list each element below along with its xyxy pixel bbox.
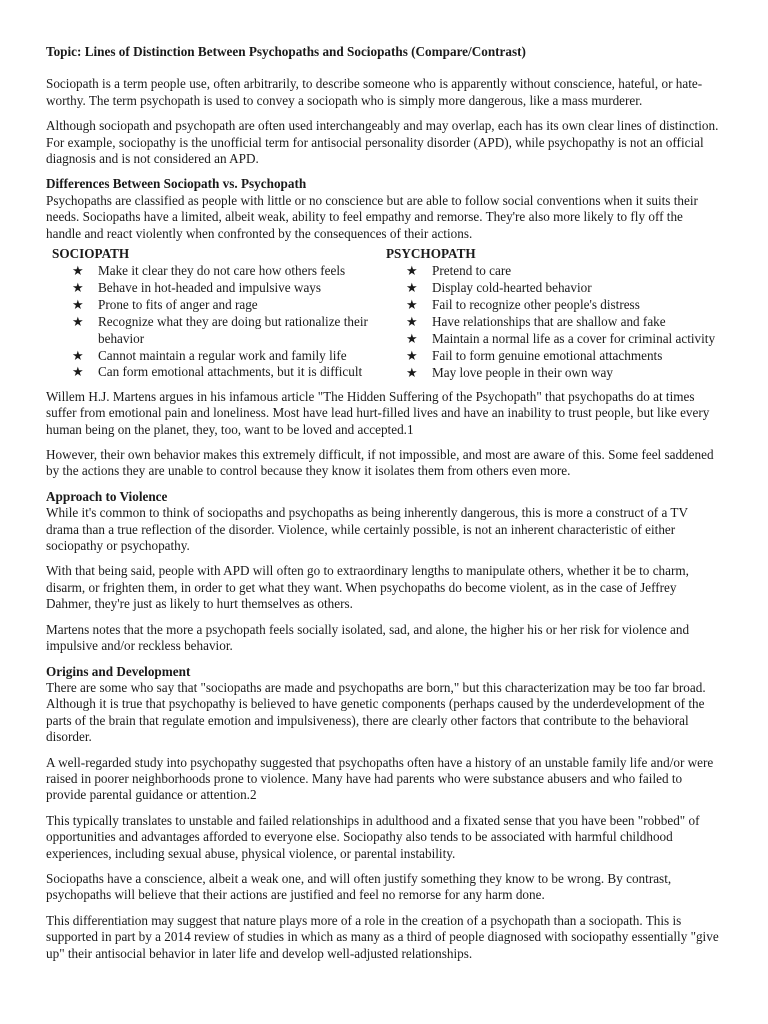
sociopath-list <box>52 263 386 380</box>
star-icon: ★ <box>406 331 418 347</box>
list-item: ★ Display cold-hearted behavior <box>406 280 592 296</box>
list-item: ★ Make it clear they do not care how others feels <box>72 263 346 279</box>
star-icon: ★ <box>406 297 418 313</box>
star-icon: ★ <box>406 364 418 380</box>
star-icon: ★ <box>72 364 84 380</box>
origins-paragraph-1: There are some who say that "sociopaths are made and psychopaths are born," but this characterization may be too far broad. Although it is true that psychopathy is believed to have genetic components (perhaps caused by the underdevelopment of the parts of the brain that regulate emotion and impulsiveness), there are clearly other factors that contribute to the behavioral disorder. <box>46 679 706 745</box>
intro-paragraph-2: Although sociopath and psychopath are often used interchangeably and may overlap, each has its own clear lines of distinction. For example, sociopathy is the unofficial term for antisocial personality disorder (APD), while psychopathy is not an official diagnosis and is not considered an APD. <box>46 118 719 167</box>
list-item: ★ Pretend to care <box>406 263 512 279</box>
list-item: ★ Maintain a normal life as a cover for criminal activity <box>406 331 716 347</box>
violence-heading: Approach to Violence <box>46 488 168 504</box>
list-item: ★ Have relationships that are shallow and fake <box>406 314 666 330</box>
martens-paragraph-1: Willem H.J. Martens argues in his infamous article "The Hidden Suffering of the Psychopath" that psychopaths do at times suffer from emotional pain and loneliness. Most have lead hurt-filled lives and have an inability to trust people, but like every human being on the planet, they, too, want to be loved and accepted.1 <box>46 388 710 437</box>
list-item: ★ Prone to fits of anger and rage <box>72 297 258 313</box>
origins-paragraph-5: This differentiation may suggest that nature plays more of a role in the creation of a psychopath than a sociopath. This is supported in part by a 2014 review of studies in which as many as a third of people diagnosed with sociopathy essentially "give up" their antisocial behavior in later life and develop well-adjusted relationships. <box>46 912 719 961</box>
list-item: ★ Can form emotional attachments, but it is difficult <box>72 364 363 380</box>
origins-paragraph-3: This typically translates to unstable and failed relationships in adulthood and a fixated sense that you have been "robbed" of opportunities and advantages afforded to everyone else. Sociopathy also tends to be associated with harmful childhood experiences, including sexual abuse, physical violence, or parental instability. <box>46 812 700 861</box>
differences-heading: Differences Between Sociopath vs. Psychopath <box>46 176 307 192</box>
star-icon: ★ <box>72 263 84 279</box>
sociopath-heading: SOCIOPATH <box>52 246 130 262</box>
origins-paragraph-4: Sociopaths have a conscience, albeit a weak one, and will often justify something they know to be wrong. By contrast, psychopaths will believe that their actions are justified and feel no remorse for any harm done. <box>46 870 672 903</box>
differences-paragraph: Psychopaths are classified as people with little or no conscience but are able to follow social conventions when it suits their needs. Sociopaths have a limited, albeit weak, ability to feel empathy and remorse. They're also more likely to fly off the handle and react violently when confronted by the consequences of their actions. <box>46 192 698 241</box>
violence-paragraph-1: While it's common to think of sociopaths and psychopaths as being inherently dangerous, this is more a construct of a TV drama than a true reflection of the disorder. Violence, while certainly possible, is not an inherent characteristic of either sociopathy or psychopathy. <box>46 505 688 554</box>
list-item: ★ May love people in their own way <box>406 364 613 380</box>
list-item: ★ Behave in hot-headed and impulsive ways <box>72 280 322 296</box>
star-icon: ★ <box>72 280 84 296</box>
psychopath-list <box>386 263 720 381</box>
list-item: ★ Cannot maintain a regular work and family life <box>72 347 347 363</box>
list-item: ★ Recognize what they are doing but rationalize their behavior <box>72 314 368 346</box>
star-icon: ★ <box>72 347 84 363</box>
star-icon: ★ <box>72 297 84 313</box>
star-icon: ★ <box>72 314 84 330</box>
violence-paragraph-2: With that being said, people with APD will often go to extraordinary lengths to manipulate others, whether it be to charm, disarm, or frighten them, in order to get what they want. When psychopaths do become violent, as in the case of Jeffrey Dahmer, they're just as likely to hurt themselves as others. <box>46 563 689 612</box>
comparison-columns <box>46 246 720 382</box>
sociopath-column <box>46 246 386 382</box>
intro-paragraph-1: Sociopath is a term people use, often arbitrarily, to describe someone who is apparently without conscience, hateful, or hate-worthy. The term psychopath is used to convey a sociopath who is simply more dangerous, like a mass murderer. <box>46 76 703 108</box>
origins-heading: Origins and Development <box>46 663 191 679</box>
violence-paragraph-3: Martens notes that the more a psychopath feels socially isolated, sad, and alone, the higher his or her risk for violence and impulsive and/or reckless behavior. <box>46 621 690 654</box>
topic-title: Topic: Lines of Distinction Between Psychopaths and Sociopaths (Compare/Contrast) <box>46 44 526 59</box>
star-icon: ★ <box>406 263 418 279</box>
star-icon: ★ <box>406 280 418 296</box>
star-icon: ★ <box>406 314 418 330</box>
origins-paragraph-2: A well-regarded study into psychopathy suggested that psychopaths often have a history of an unstable family life and/or were raised in poorer neighborhoods prone to violence. Many have had parents who were substance abusers and who failed to provide parental guidance or attention.2 <box>46 754 714 803</box>
list-item: ★ Fail to recognize other people's distress <box>406 297 640 313</box>
psychopath-heading: PSYCHOPATH <box>386 246 476 262</box>
martens-paragraph-2: However, their own behavior makes this extremely difficult, if not impossible, and most are aware of this. Some feel saddened by the actions they are unable to control because they know it isolates them from others even more. <box>46 447 714 479</box>
psychopath-column <box>386 246 720 382</box>
star-icon: ★ <box>406 348 418 363</box>
list-item: ★ Fail to form genuine emotional attachments <box>406 348 663 363</box>
